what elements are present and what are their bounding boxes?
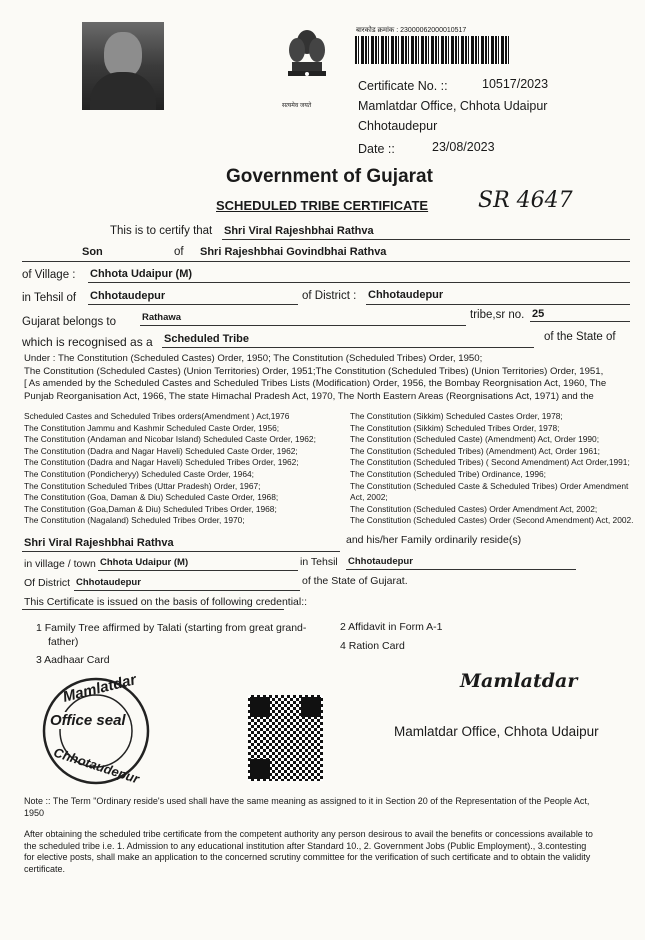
res-district-label: Of District xyxy=(24,577,71,589)
emblem-caption: सत्यमेव जयते xyxy=(282,103,312,109)
tehsil-value: Chhotaudepur xyxy=(90,290,166,302)
order-item: The Constitution Scheduled Tribes (Uttar Pradesh) Order, 1967; xyxy=(24,480,261,491)
recognised-underline xyxy=(162,347,534,348)
village-underline xyxy=(88,282,630,283)
res-district-underline xyxy=(74,590,300,591)
seal-top-text: Mamlatdar xyxy=(61,671,138,706)
father-underline xyxy=(22,261,630,262)
father-name: Shri Rajeshbhai Govindbhai Rathva xyxy=(200,246,387,258)
seal-bottom-text: Chhotaudepur xyxy=(51,744,141,787)
order-item: The Constitution (Dadra and Nagar Haveli) Scheduled Caste Order, 1962; xyxy=(24,445,298,456)
orders-left-column xyxy=(24,411,342,526)
national-emblem-icon xyxy=(284,28,330,102)
office-seal-stamp xyxy=(40,671,152,787)
barcode xyxy=(355,36,510,64)
qr-code xyxy=(248,695,323,781)
tribe-sr-number: 25 xyxy=(532,308,545,320)
district-label: of District : xyxy=(302,290,357,302)
note-paragraph xyxy=(24,829,638,875)
order-item: The Constitution (Scheduled Castes) Order (Second Amendment) Act, 2002. xyxy=(350,515,634,526)
issue-date: 23/08/2023 xyxy=(432,140,495,154)
government-title: Government of Gujarat xyxy=(226,166,433,187)
photo-body xyxy=(90,72,156,110)
credential-heading: This Certificate is issued on the basis of following credential:: xyxy=(24,596,308,608)
res-state-text: of the State of Gujarat. xyxy=(302,575,408,587)
tribe-sr-label: tribe,sr no. xyxy=(470,309,525,321)
order-item: Scheduled Castes and Scheduled Tribes orders(Amendment ) Act,1976 xyxy=(24,411,290,421)
tehsil-underline xyxy=(88,304,298,305)
barcode-text: बारकोड क्रमांक : 23000062000010517 xyxy=(356,27,467,34)
seal-middle-text: Office seal xyxy=(50,712,126,729)
order-item: The Constitution (Scheduled Tribes) (Amendment) Act, Order 1961; xyxy=(350,445,600,456)
note-para-line: the scheduled tribe i.e. 1. Admission to any educational institution after Standard 10., 2. Government Jobs (Public Employment)., 3.contesting xyxy=(24,840,587,851)
under-text-block xyxy=(24,353,634,403)
order-item: The Constitution (Andaman and Nicobar Island) Scheduled Caste Order, 1962; xyxy=(24,434,316,445)
recognised-value: Scheduled Tribe xyxy=(164,333,249,345)
under-line: The Constitution (Scheduled Castes) (Union Territories) Order, 1951;The Constitution (Scheduled Tribes) (Union Territories) Order, 1951, xyxy=(24,365,604,377)
recognised-label: which is recognised as a xyxy=(22,335,153,349)
signatory-office: Mamlatdar Office, Chhota Udaipur xyxy=(394,724,599,739)
issuing-office: Mamlatdar Office, Chhota Udaipur xyxy=(358,99,548,113)
certificate-no-label: Certificate No. :: xyxy=(358,79,448,93)
order-item: The Constitution (Scheduled Caste) (Amendment) Act, Order 1990; xyxy=(350,434,600,445)
applicant-photo xyxy=(82,22,164,110)
family-reside-label: and his/her Family ordinarily reside(s) xyxy=(346,534,522,546)
order-item: The Constitution (Scheduled Tribe) Ordinance, 1996; xyxy=(350,468,546,479)
order-item: The Constitution (Sikkim) Scheduled Castes Order, 1978; xyxy=(350,411,563,421)
order-item: The Constitution Jammu and Kashmir Scheduled Caste Order, 1956; xyxy=(24,422,280,433)
sr-underline xyxy=(530,321,630,322)
orders-right-column xyxy=(350,411,642,527)
tehsil-label: in Tehsil of xyxy=(22,292,77,304)
certify-label: This is to certify that xyxy=(110,225,213,237)
signature: Mamlatdar xyxy=(460,670,578,692)
under-line: Under : The Constitution (Scheduled Castes) Order, 1950; The Constitution (Scheduled Tribes) Order, 1950; xyxy=(24,353,483,364)
order-item: The Constitution (Nagaland) Scheduled Tribes Order, 1970; xyxy=(24,515,245,526)
credential-1-cont: father) xyxy=(48,636,79,648)
order-item: The Constitution (Scheduled Caste & Scheduled Tribes) Order Amendment xyxy=(350,480,629,491)
district-value: Chhotaudepur xyxy=(368,289,444,301)
credential-2: 2 Affidavit in Form A-1 xyxy=(340,621,443,633)
note-para-line: After obtaining the scheduled tribe certificate from the competent authority any person desirous to avail the benefits or concessions available to xyxy=(24,829,593,839)
res-village-label: in village / town xyxy=(24,558,96,570)
belongs-label: Gujarat belongs to xyxy=(22,316,116,328)
res-village-underline xyxy=(98,570,298,571)
under-line: Punjab Reorganisation Act, 1966, The state Himachal Pradesh Act, 1970, The North Eastern Areas (Reorgnisations Act, 1971) and the xyxy=(24,390,594,402)
district-underline xyxy=(366,304,630,305)
note-para-line: certificate. xyxy=(24,863,66,874)
credential-3: 3 Aadhaar Card xyxy=(36,654,110,666)
order-item: The Constitution (Sikkim) Scheduled Tribes Order, 1978; xyxy=(350,422,560,433)
office-city: Chhotaudepur xyxy=(358,119,438,133)
certificate-title: SCHEDULED TRIBE CERTIFICATE xyxy=(216,198,429,213)
resident-underline xyxy=(22,551,340,552)
note-line-year: 1950 xyxy=(24,808,45,818)
resident-name: Shri Viral Rajeshbhai Rathva xyxy=(24,537,174,549)
res-tehsil-label: in Tehsil xyxy=(300,556,338,568)
order-item: The Constitution (Scheduled Castes) Order Amendment Act, 2002; xyxy=(350,503,598,514)
note-para-line: for elective posts, shall make an application to the concerned scrutiny committee for the verification of such certificate and to obtain the validity xyxy=(24,852,591,862)
order-item: The Constitution (Scheduled Tribes) ( Second Amendment) Act Order,1991; xyxy=(350,457,630,468)
village-value: Chhota Udaipur (M) xyxy=(90,268,193,280)
holder-name: Shri Viral Rajeshbhai Rathva xyxy=(224,225,374,237)
relation: Son xyxy=(82,246,103,258)
order-item: Act, 2002; xyxy=(350,492,388,503)
village-label: of Village : xyxy=(22,269,76,281)
date-label: Date :: xyxy=(358,142,395,156)
res-tehsil-underline xyxy=(346,569,576,570)
order-item: The Constitution (Dadra and Nagar Haveli) Scheduled Tribes Order, 1962; xyxy=(24,457,299,468)
credential-4: 4 Ration Card xyxy=(340,640,405,652)
tribe-name: Rathawa xyxy=(142,312,182,323)
order-item: The Constitution (Goa, Daman & Diu) Scheduled Caste Order, 1968; xyxy=(24,492,279,503)
res-district-value: Chhotaudepur xyxy=(76,577,141,588)
name-underline xyxy=(222,239,630,240)
handwritten-sr-number: SR 4647 xyxy=(478,188,573,213)
credential-1: 1 Family Tree affirmed by Talati (starting from great grand- xyxy=(36,622,307,634)
res-tehsil-value: Chhotaudepur xyxy=(348,556,413,567)
of-label: of xyxy=(174,246,184,258)
certificate-no: 10517/2023 xyxy=(482,77,549,91)
under-line: [ As amended by the Scheduled Castes and Scheduled Tribes Lists (Modification) Order, 1956, the Bombay Reorgnisation Act, 1960, The xyxy=(24,378,607,389)
order-item: The Constitution (Pondicheryy) Scheduled Caste Order, 1964; xyxy=(24,468,254,479)
credential-underline xyxy=(22,609,284,610)
order-item: The Constitution (Goa,Daman & Diu) Scheduled Tribes Order, 1968; xyxy=(24,503,277,514)
state-label: of the State of xyxy=(544,331,616,343)
tribe-underline xyxy=(140,325,466,326)
note-line: Note :: The Term "Ordinary reside's used shall have the same meaning as assigned to it in Section 20 of the Representation of the People Act, xyxy=(24,796,590,806)
res-village-value: Chhota Udaipur (M) xyxy=(100,557,189,568)
